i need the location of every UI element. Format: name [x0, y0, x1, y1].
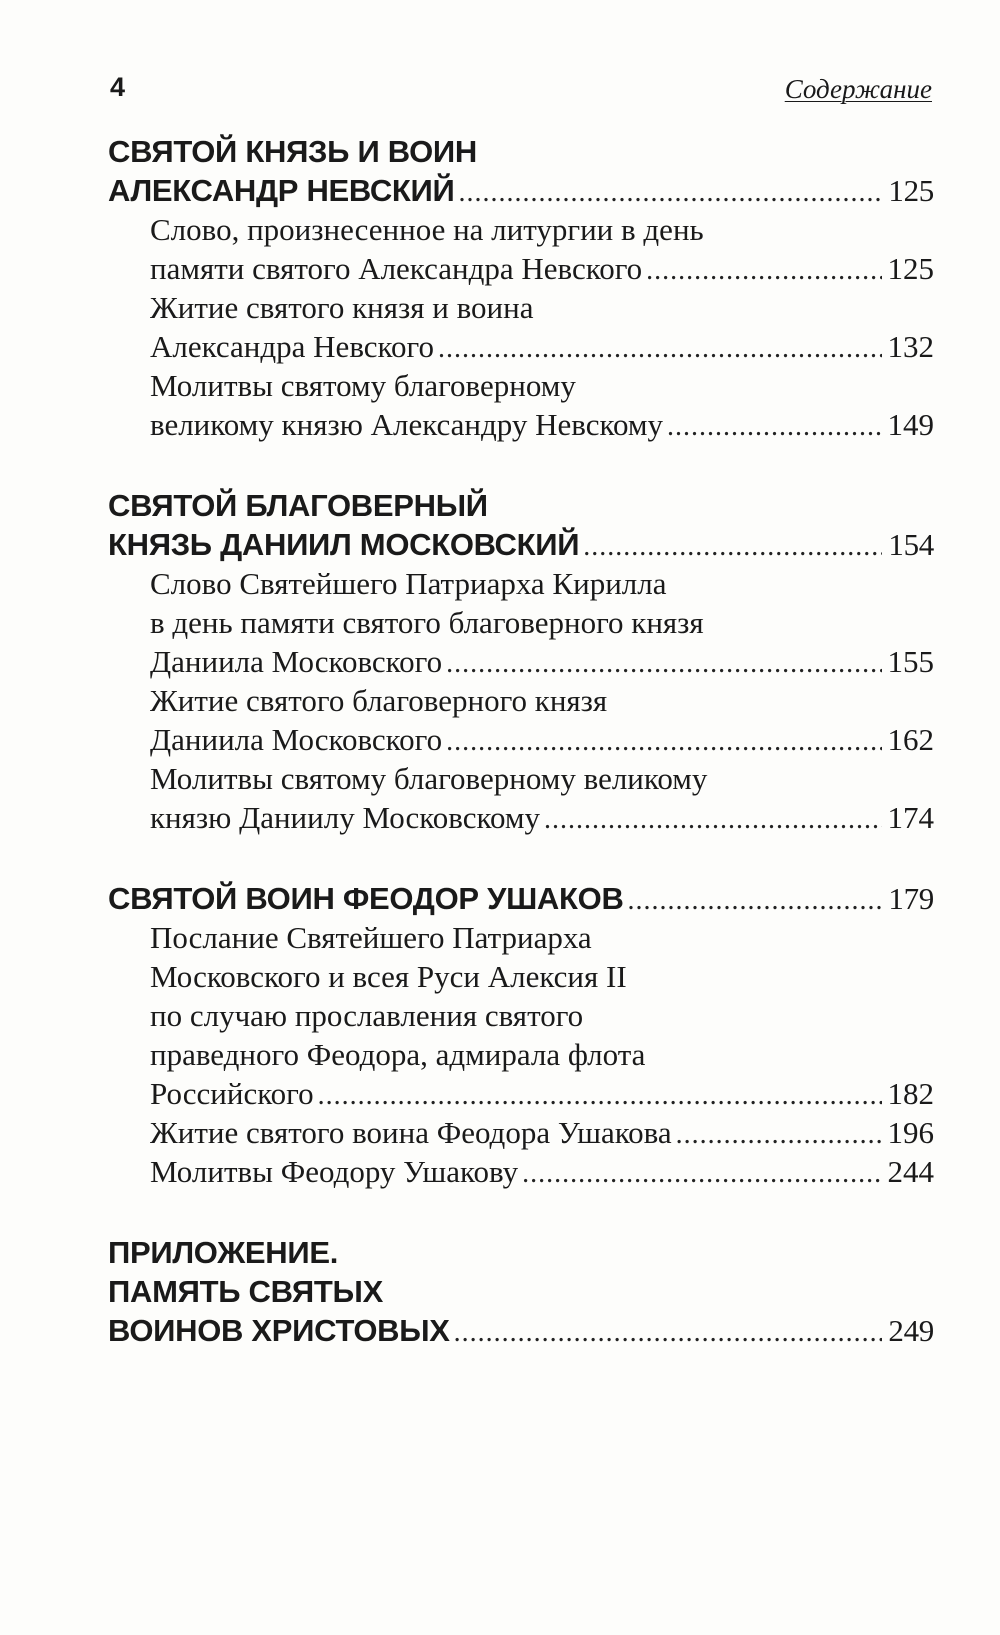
toc-section [108, 879, 934, 1191]
dot-leader [628, 881, 882, 920]
dot-leader [438, 329, 882, 368]
section-title-line [108, 132, 934, 171]
page-number: 4 [110, 72, 126, 102]
table-of-contents [108, 132, 934, 1392]
toc-entry-text: Молитвы святому благоверному великому [150, 761, 708, 796]
section-title-text: СВЯТОЙ ВОИН ФЕОДОР УШАКОВ [108, 881, 624, 916]
toc-entry-line [108, 1035, 934, 1074]
toc-entry-text: Даниила Московского [150, 644, 443, 679]
dot-leader [446, 644, 881, 683]
section-title-line [108, 486, 934, 525]
toc-entry-text: праведного Феодора, адмирала флота [150, 1037, 646, 1072]
dot-leader [446, 722, 881, 761]
section-title-text: СВЯТОЙ КНЯЗЬ И ВОИН [108, 134, 477, 169]
toc-entry-line [108, 918, 934, 957]
toc-entry-text: Послание Святейшего Патриарха [150, 920, 592, 955]
toc-section [108, 132, 934, 444]
dot-leader [522, 1154, 881, 1193]
toc-entry-line [108, 405, 934, 444]
toc-entry-text: по случаю прославления святого [150, 998, 584, 1033]
toc-entry-text: в день памяти святого благоверного князя [150, 605, 704, 640]
toc-entry-text: Молитвы святому благоверному [150, 368, 576, 403]
running-title: Содержание [784, 74, 932, 104]
section-page-number: 249 [888, 1313, 934, 1348]
toc-entry-line [108, 366, 934, 405]
toc-entry-line [108, 798, 934, 837]
dot-leader [583, 527, 882, 566]
toc-entry-line [108, 996, 934, 1035]
dot-leader [318, 1076, 882, 1115]
toc-entry-page-number: 174 [887, 800, 934, 835]
toc-entry-line [108, 603, 934, 642]
toc-entry-page-number: 132 [887, 329, 934, 364]
toc-entry-line [108, 327, 934, 366]
toc-entry-line [108, 681, 934, 720]
section-title-text: ПАМЯТЬ СВЯТЫХ [108, 1274, 383, 1309]
section-title-line [108, 1233, 934, 1272]
toc-entry-page-number: 196 [887, 1115, 934, 1150]
section-page-number: 179 [888, 881, 934, 916]
toc-entry-text: Молитвы Феодору Ушакову [150, 1154, 519, 1189]
toc-section [108, 1233, 934, 1350]
section-title-text: ВОИНОВ ХРИСТОВЫХ [108, 1313, 450, 1348]
toc-entry-line [108, 957, 934, 996]
dot-leader [667, 407, 882, 446]
toc-entry-line [108, 1152, 934, 1191]
toc-entry-text: Даниила Московского [150, 722, 443, 757]
section-title-line [108, 1311, 934, 1350]
dot-leader [676, 1115, 882, 1154]
toc-entry-line [108, 759, 934, 798]
dot-leader [454, 1313, 882, 1352]
running-header [110, 72, 932, 112]
toc-entry-line [108, 249, 934, 288]
section-title-text: АЛЕКСАНДР НЕВСКИЙ [108, 173, 455, 208]
section-title-text: СВЯТОЙ БЛАГОВЕРНЫЙ [108, 488, 488, 523]
toc-entry-page-number: 125 [887, 251, 934, 286]
toc-entry-line [108, 210, 934, 249]
section-page-number: 125 [888, 173, 934, 208]
section-title-line [108, 879, 934, 918]
section-title-text: ПРИЛОЖЕНИЕ. [108, 1235, 339, 1270]
section-title-line [108, 525, 934, 564]
toc-entry-page-number: 149 [887, 407, 934, 442]
dot-leader [544, 800, 882, 839]
toc-entry-line [108, 1074, 934, 1113]
section-title-line [108, 1272, 934, 1311]
toc-entry-page-number: 244 [887, 1154, 934, 1189]
toc-entry-text: Житие святого воина Феодора Ушакова [150, 1115, 672, 1150]
toc-entry-text: Житие святого благоверного князя [150, 683, 608, 718]
toc-entry-text: великому князю Александру Невскому [150, 407, 663, 442]
dot-leader [646, 251, 881, 290]
toc-entry-text: Слово Святейшего Патриарха Кирилла [150, 566, 667, 601]
toc-entry-text: князю Даниилу Московскому [150, 800, 540, 835]
toc-entry-page-number: 155 [887, 644, 934, 679]
toc-entry-line [108, 288, 934, 327]
section-title-line [108, 171, 934, 210]
toc-entry-text: Российского [150, 1076, 314, 1111]
toc-entry-text: памяти святого Александра Невского [150, 251, 643, 286]
toc-entry-line [108, 720, 934, 759]
toc-entry-text: Слово, произнесенное на литургии в день [150, 212, 704, 247]
toc-entry-text: Московского и всея Руси Алексия II [150, 959, 627, 994]
toc-entry-line [108, 642, 934, 681]
toc-entry-page-number: 162 [887, 722, 934, 757]
section-title-text: КНЯЗЬ ДАНИИЛ МОСКОВСКИЙ [108, 527, 580, 562]
dot-leader [459, 173, 882, 212]
toc-entry-line [108, 1113, 934, 1152]
toc-entry-line [108, 564, 934, 603]
toc-entry-text: Житие святого князя и воина [150, 290, 534, 325]
toc-entry-text: Александра Невского [150, 329, 434, 364]
toc-entry-page-number: 182 [887, 1076, 934, 1111]
section-page-number: 154 [888, 527, 934, 562]
toc-section [108, 486, 934, 837]
